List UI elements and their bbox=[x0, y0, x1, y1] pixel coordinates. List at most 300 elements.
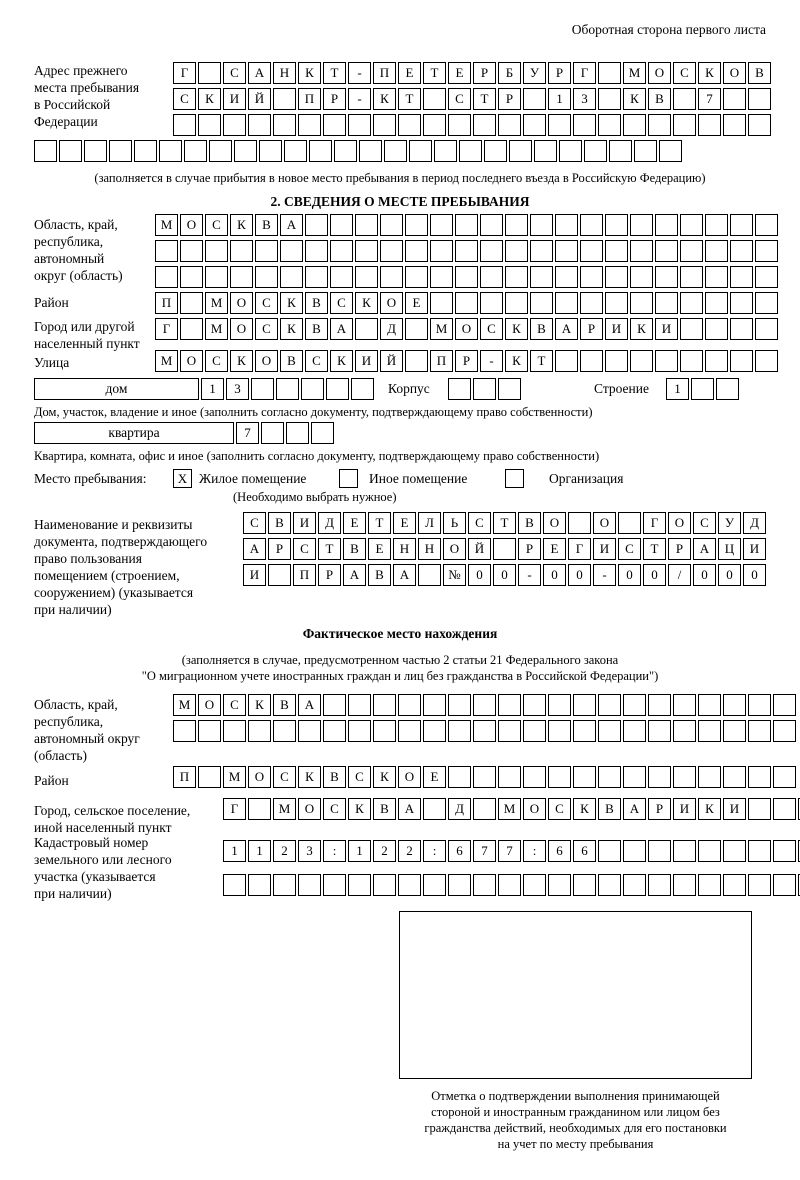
form-cell[interactable] bbox=[623, 766, 646, 788]
form-cell[interactable]: А bbox=[343, 564, 366, 586]
form-cell[interactable]: 0 bbox=[718, 564, 741, 586]
form-cell[interactable] bbox=[730, 240, 753, 262]
form-cell[interactable] bbox=[530, 292, 553, 314]
form-cell[interactable] bbox=[455, 240, 478, 262]
form-cell[interactable]: 2 bbox=[398, 840, 421, 862]
form-cell[interactable] bbox=[555, 240, 578, 262]
form-cell[interactable] bbox=[34, 140, 57, 162]
form-cell[interactable] bbox=[673, 720, 696, 742]
form-cell[interactable] bbox=[323, 694, 346, 716]
form-cell[interactable] bbox=[773, 766, 796, 788]
district-row[interactable] bbox=[155, 292, 780, 314]
actual-city-row[interactable] bbox=[223, 798, 800, 820]
form-cell[interactable] bbox=[705, 266, 728, 288]
form-cell[interactable]: К bbox=[373, 766, 396, 788]
form-cell[interactable]: Т bbox=[530, 350, 553, 372]
form-cell[interactable] bbox=[473, 114, 496, 136]
form-cell[interactable] bbox=[723, 694, 746, 716]
form-cell[interactable]: Т bbox=[398, 88, 421, 110]
form-cell[interactable] bbox=[598, 874, 621, 896]
form-cell[interactable] bbox=[255, 240, 278, 262]
form-cell[interactable] bbox=[730, 318, 753, 340]
form-cell[interactable] bbox=[673, 840, 696, 862]
form-cell[interactable] bbox=[405, 214, 428, 236]
form-cell[interactable] bbox=[773, 720, 796, 742]
form-cell[interactable] bbox=[598, 114, 621, 136]
form-cell[interactable] bbox=[473, 720, 496, 742]
form-cell[interactable]: С bbox=[255, 318, 278, 340]
form-cell[interactable]: Т bbox=[473, 88, 496, 110]
form-cell[interactable]: О bbox=[255, 350, 278, 372]
form-cell[interactable] bbox=[398, 114, 421, 136]
form-cell[interactable] bbox=[630, 240, 653, 262]
form-cell[interactable]: С bbox=[348, 766, 371, 788]
form-cell[interactable] bbox=[280, 266, 303, 288]
form-cell[interactable] bbox=[748, 798, 771, 820]
form-cell[interactable] bbox=[198, 114, 221, 136]
form-cell[interactable] bbox=[248, 798, 271, 820]
form-cell[interactable]: О bbox=[543, 512, 566, 534]
form-cell[interactable]: С bbox=[255, 292, 278, 314]
form-cell[interactable] bbox=[359, 140, 382, 162]
form-cell[interactable] bbox=[398, 874, 421, 896]
form-cell[interactable] bbox=[198, 62, 221, 84]
form-cell[interactable] bbox=[373, 720, 396, 742]
form-cell[interactable] bbox=[298, 874, 321, 896]
form-cell[interactable]: У bbox=[523, 62, 546, 84]
form-cell[interactable] bbox=[523, 114, 546, 136]
form-cell[interactable] bbox=[623, 114, 646, 136]
form-cell[interactable] bbox=[573, 694, 596, 716]
form-cell[interactable]: 1 bbox=[348, 840, 371, 862]
form-cell[interactable] bbox=[448, 114, 471, 136]
form-cell[interactable]: 6 bbox=[448, 840, 471, 862]
form-cell[interactable] bbox=[705, 292, 728, 314]
form-cell[interactable]: Р bbox=[498, 88, 521, 110]
form-cell[interactable]: 6 bbox=[548, 840, 571, 862]
form-cell[interactable] bbox=[505, 266, 528, 288]
form-cell[interactable] bbox=[698, 720, 721, 742]
form-cell[interactable]: М bbox=[430, 318, 453, 340]
form-cell[interactable]: П bbox=[173, 766, 196, 788]
form-cell[interactable] bbox=[380, 214, 403, 236]
form-cell[interactable]: М bbox=[155, 350, 178, 372]
form-cell[interactable] bbox=[305, 214, 328, 236]
checkbox-other-premises[interactable] bbox=[339, 469, 358, 488]
form-cell[interactable] bbox=[301, 378, 324, 400]
form-cell[interactable]: В bbox=[343, 538, 366, 560]
form-cell[interactable]: А bbox=[330, 318, 353, 340]
form-cell[interactable]: К bbox=[348, 798, 371, 820]
form-cell[interactable]: О bbox=[723, 62, 746, 84]
form-cell[interactable] bbox=[373, 694, 396, 716]
form-cell[interactable]: Е bbox=[398, 62, 421, 84]
form-cell[interactable] bbox=[273, 88, 296, 110]
form-cell[interactable]: : bbox=[523, 840, 546, 862]
form-cell[interactable]: 3 bbox=[298, 840, 321, 862]
form-cell[interactable]: О bbox=[198, 694, 221, 716]
form-cell[interactable] bbox=[773, 798, 796, 820]
form-cell[interactable] bbox=[648, 694, 671, 716]
form-cell[interactable]: Ь bbox=[443, 512, 466, 534]
form-cell[interactable] bbox=[493, 538, 516, 560]
form-cell[interactable]: 1 bbox=[201, 378, 224, 400]
form-cell[interactable]: П bbox=[155, 292, 178, 314]
form-cell[interactable]: С bbox=[243, 512, 266, 534]
form-cell[interactable] bbox=[630, 214, 653, 236]
region-row-3[interactable] bbox=[155, 266, 780, 288]
form-cell[interactable] bbox=[748, 694, 771, 716]
form-cell[interactable] bbox=[755, 292, 778, 314]
form-cell[interactable] bbox=[580, 214, 603, 236]
form-cell[interactable]: 0 bbox=[568, 564, 591, 586]
form-cell[interactable] bbox=[755, 350, 778, 372]
form-cell[interactable] bbox=[405, 266, 428, 288]
form-cell[interactable] bbox=[605, 292, 628, 314]
form-cell[interactable] bbox=[273, 114, 296, 136]
form-cell[interactable] bbox=[568, 512, 591, 534]
form-cell[interactable]: - bbox=[480, 350, 503, 372]
form-cell[interactable] bbox=[605, 266, 628, 288]
form-cell[interactable]: С bbox=[273, 766, 296, 788]
form-cell[interactable]: 2 bbox=[273, 840, 296, 862]
form-cell[interactable]: 0 bbox=[693, 564, 716, 586]
form-cell[interactable]: Р bbox=[580, 318, 603, 340]
form-cell[interactable] bbox=[630, 292, 653, 314]
form-cell[interactable]: - bbox=[518, 564, 541, 586]
form-cell[interactable] bbox=[648, 874, 671, 896]
form-cell[interactable]: Е bbox=[393, 512, 416, 534]
form-cell[interactable] bbox=[280, 240, 303, 262]
form-cell[interactable]: 3 bbox=[226, 378, 249, 400]
form-cell[interactable]: С bbox=[480, 318, 503, 340]
form-cell[interactable] bbox=[248, 114, 271, 136]
form-cell[interactable]: Е bbox=[368, 538, 391, 560]
form-cell[interactable] bbox=[580, 292, 603, 314]
form-cell[interactable] bbox=[698, 694, 721, 716]
form-cell[interactable]: С bbox=[205, 214, 228, 236]
form-cell[interactable]: - bbox=[593, 564, 616, 586]
form-cell[interactable]: И bbox=[655, 318, 678, 340]
form-cell[interactable]: С bbox=[293, 538, 316, 560]
form-cell[interactable] bbox=[573, 874, 596, 896]
korpus-value[interactable] bbox=[448, 378, 523, 400]
form-cell[interactable]: К bbox=[280, 318, 303, 340]
form-cell[interactable] bbox=[655, 350, 678, 372]
form-cell[interactable] bbox=[680, 318, 703, 340]
form-cell[interactable] bbox=[580, 266, 603, 288]
form-cell[interactable] bbox=[691, 378, 714, 400]
form-cell[interactable] bbox=[730, 292, 753, 314]
form-cell[interactable] bbox=[605, 350, 628, 372]
form-cell[interactable]: И bbox=[593, 538, 616, 560]
form-cell[interactable] bbox=[698, 766, 721, 788]
form-cell[interactable] bbox=[573, 720, 596, 742]
form-cell[interactable] bbox=[548, 720, 571, 742]
form-cell[interactable]: Б bbox=[498, 62, 521, 84]
form-cell[interactable] bbox=[155, 266, 178, 288]
form-cell[interactable] bbox=[498, 694, 521, 716]
form-cell[interactable]: К bbox=[230, 350, 253, 372]
form-cell[interactable]: К bbox=[505, 318, 528, 340]
form-cell[interactable]: К bbox=[230, 214, 253, 236]
form-cell[interactable] bbox=[680, 266, 703, 288]
form-cell[interactable] bbox=[598, 840, 621, 862]
form-cell[interactable] bbox=[748, 766, 771, 788]
form-cell[interactable] bbox=[730, 350, 753, 372]
form-cell[interactable] bbox=[330, 214, 353, 236]
form-cell[interactable]: № bbox=[443, 564, 466, 586]
form-cell[interactable] bbox=[473, 766, 496, 788]
form-cell[interactable] bbox=[648, 720, 671, 742]
form-cell[interactable]: Т bbox=[323, 62, 346, 84]
form-cell[interactable] bbox=[723, 766, 746, 788]
form-cell[interactable] bbox=[248, 720, 271, 742]
form-cell[interactable]: Г bbox=[173, 62, 196, 84]
form-cell[interactable] bbox=[223, 114, 246, 136]
form-cell[interactable] bbox=[623, 694, 646, 716]
form-cell[interactable]: А bbox=[693, 538, 716, 560]
form-cell[interactable]: Е bbox=[448, 62, 471, 84]
form-cell[interactable]: М bbox=[155, 214, 178, 236]
form-cell[interactable] bbox=[498, 114, 521, 136]
cadastral-row-2[interactable] bbox=[223, 874, 800, 896]
form-cell[interactable] bbox=[748, 114, 771, 136]
cadastral-row-1[interactable] bbox=[223, 840, 800, 862]
form-cell[interactable] bbox=[323, 874, 346, 896]
form-cell[interactable]: С bbox=[618, 538, 641, 560]
form-cell[interactable]: А bbox=[248, 62, 271, 84]
form-cell[interactable]: Е bbox=[423, 766, 446, 788]
form-cell[interactable] bbox=[330, 266, 353, 288]
form-cell[interactable] bbox=[705, 350, 728, 372]
form-cell[interactable]: Т bbox=[423, 62, 446, 84]
form-cell[interactable] bbox=[723, 874, 746, 896]
form-cell[interactable] bbox=[580, 240, 603, 262]
form-cell[interactable] bbox=[434, 140, 457, 162]
form-cell[interactable]: Т bbox=[368, 512, 391, 534]
form-cell[interactable] bbox=[430, 266, 453, 288]
form-cell[interactable] bbox=[680, 350, 703, 372]
form-cell[interactable]: В bbox=[368, 564, 391, 586]
form-cell[interactable]: С bbox=[448, 88, 471, 110]
form-cell[interactable]: Р bbox=[323, 88, 346, 110]
form-cell[interactable] bbox=[405, 240, 428, 262]
street-row[interactable] bbox=[155, 350, 780, 372]
form-cell[interactable] bbox=[251, 378, 274, 400]
form-cell[interactable]: О bbox=[298, 798, 321, 820]
form-cell[interactable] bbox=[555, 292, 578, 314]
form-cell[interactable] bbox=[409, 140, 432, 162]
form-cell[interactable]: С bbox=[693, 512, 716, 534]
form-cell[interactable] bbox=[584, 140, 607, 162]
form-cell[interactable] bbox=[261, 422, 284, 444]
form-cell[interactable] bbox=[473, 874, 496, 896]
form-cell[interactable] bbox=[198, 720, 221, 742]
form-cell[interactable]: К bbox=[630, 318, 653, 340]
form-cell[interactable]: 0 bbox=[493, 564, 516, 586]
form-cell[interactable] bbox=[448, 694, 471, 716]
form-cell[interactable] bbox=[505, 292, 528, 314]
form-cell[interactable]: В bbox=[648, 88, 671, 110]
form-cell[interactable] bbox=[598, 62, 621, 84]
form-cell[interactable] bbox=[755, 318, 778, 340]
form-cell[interactable] bbox=[730, 214, 753, 236]
form-cell[interactable]: Н bbox=[273, 62, 296, 84]
form-cell[interactable] bbox=[455, 292, 478, 314]
form-cell[interactable]: С bbox=[468, 512, 491, 534]
form-cell[interactable] bbox=[598, 766, 621, 788]
form-cell[interactable] bbox=[555, 266, 578, 288]
form-cell[interactable] bbox=[84, 140, 107, 162]
form-cell[interactable] bbox=[448, 720, 471, 742]
form-cell[interactable]: 6 bbox=[573, 840, 596, 862]
form-cell[interactable]: 7 bbox=[236, 422, 259, 444]
form-cell[interactable]: М bbox=[623, 62, 646, 84]
document-row-1[interactable] bbox=[243, 512, 768, 534]
form-cell[interactable]: М bbox=[273, 798, 296, 820]
form-cell[interactable]: К bbox=[698, 798, 721, 820]
form-cell[interactable]: В bbox=[530, 318, 553, 340]
form-cell[interactable]: Й bbox=[248, 88, 271, 110]
form-cell[interactable] bbox=[630, 266, 653, 288]
form-cell[interactable]: О bbox=[180, 214, 203, 236]
form-cell[interactable] bbox=[380, 266, 403, 288]
house-value[interactable] bbox=[201, 378, 376, 400]
form-cell[interactable]: О bbox=[648, 62, 671, 84]
form-cell[interactable] bbox=[430, 292, 453, 314]
form-cell[interactable] bbox=[134, 140, 157, 162]
form-cell[interactable] bbox=[423, 720, 446, 742]
form-cell[interactable] bbox=[523, 694, 546, 716]
form-cell[interactable] bbox=[473, 798, 496, 820]
form-cell[interactable] bbox=[223, 720, 246, 742]
form-cell[interactable] bbox=[655, 240, 678, 262]
prev-address-row-2[interactable] bbox=[173, 88, 773, 110]
form-cell[interactable] bbox=[180, 318, 203, 340]
form-cell[interactable] bbox=[605, 214, 628, 236]
form-cell[interactable] bbox=[505, 240, 528, 262]
form-cell[interactable] bbox=[705, 214, 728, 236]
form-cell[interactable] bbox=[723, 720, 746, 742]
form-cell[interactable]: Ц bbox=[718, 538, 741, 560]
form-cell[interactable]: А bbox=[555, 318, 578, 340]
form-cell[interactable] bbox=[348, 874, 371, 896]
form-cell[interactable]: К bbox=[198, 88, 221, 110]
form-cell[interactable]: В bbox=[323, 766, 346, 788]
form-cell[interactable]: 1 bbox=[548, 88, 571, 110]
form-cell[interactable] bbox=[398, 694, 421, 716]
form-cell[interactable]: О bbox=[523, 798, 546, 820]
form-cell[interactable]: М bbox=[498, 798, 521, 820]
form-cell[interactable] bbox=[748, 720, 771, 742]
form-cell[interactable]: О bbox=[380, 292, 403, 314]
form-cell[interactable]: С bbox=[323, 798, 346, 820]
form-cell[interactable] bbox=[180, 240, 203, 262]
form-cell[interactable] bbox=[373, 874, 396, 896]
form-cell[interactable]: Т bbox=[643, 538, 666, 560]
form-cell[interactable] bbox=[680, 240, 703, 262]
form-cell[interactable]: П bbox=[430, 350, 453, 372]
form-cell[interactable] bbox=[298, 720, 321, 742]
form-cell[interactable] bbox=[230, 240, 253, 262]
form-cell[interactable] bbox=[773, 694, 796, 716]
form-cell[interactable]: 1 bbox=[248, 840, 271, 862]
form-cell[interactable] bbox=[698, 114, 721, 136]
form-cell[interactable] bbox=[309, 140, 332, 162]
checkbox-organization[interactable] bbox=[505, 469, 524, 488]
form-cell[interactable] bbox=[723, 114, 746, 136]
form-cell[interactable]: Е bbox=[405, 292, 428, 314]
form-cell[interactable] bbox=[255, 266, 278, 288]
form-cell[interactable]: В bbox=[273, 694, 296, 716]
form-cell[interactable] bbox=[248, 874, 271, 896]
prev-address-row-1[interactable] bbox=[173, 62, 773, 84]
form-cell[interactable] bbox=[680, 214, 703, 236]
form-cell[interactable] bbox=[634, 140, 657, 162]
form-cell[interactable] bbox=[448, 378, 471, 400]
form-cell[interactable] bbox=[498, 874, 521, 896]
form-cell[interactable] bbox=[423, 874, 446, 896]
form-cell[interactable]: 0 bbox=[468, 564, 491, 586]
form-cell[interactable] bbox=[205, 240, 228, 262]
form-cell[interactable]: В bbox=[373, 798, 396, 820]
form-cell[interactable]: К bbox=[355, 292, 378, 314]
form-cell[interactable] bbox=[384, 140, 407, 162]
form-cell[interactable] bbox=[698, 874, 721, 896]
region-row-2[interactable] bbox=[155, 240, 780, 262]
form-cell[interactable] bbox=[555, 214, 578, 236]
prev-address-row-3[interactable] bbox=[173, 114, 773, 136]
form-cell[interactable]: Н bbox=[393, 538, 416, 560]
form-cell[interactable] bbox=[355, 318, 378, 340]
form-cell[interactable] bbox=[623, 874, 646, 896]
form-cell[interactable] bbox=[430, 240, 453, 262]
form-cell[interactable] bbox=[398, 720, 421, 742]
form-cell[interactable] bbox=[755, 266, 778, 288]
form-cell[interactable]: К bbox=[298, 62, 321, 84]
form-cell[interactable]: А bbox=[243, 538, 266, 560]
form-cell[interactable] bbox=[323, 114, 346, 136]
form-cell[interactable] bbox=[548, 874, 571, 896]
form-cell[interactable] bbox=[530, 214, 553, 236]
form-cell[interactable]: Р bbox=[548, 62, 571, 84]
form-cell[interactable] bbox=[355, 214, 378, 236]
form-cell[interactable]: В bbox=[305, 292, 328, 314]
form-cell[interactable] bbox=[609, 140, 632, 162]
form-cell[interactable] bbox=[523, 720, 546, 742]
form-cell[interactable]: А bbox=[280, 214, 303, 236]
form-cell[interactable] bbox=[723, 840, 746, 862]
form-cell[interactable]: К bbox=[698, 62, 721, 84]
form-cell[interactable]: О bbox=[398, 766, 421, 788]
form-cell[interactable] bbox=[209, 140, 232, 162]
form-cell[interactable] bbox=[273, 874, 296, 896]
form-cell[interactable] bbox=[348, 720, 371, 742]
form-cell[interactable]: Р bbox=[648, 798, 671, 820]
form-cell[interactable] bbox=[548, 766, 571, 788]
form-cell[interactable]: И bbox=[355, 350, 378, 372]
form-cell[interactable] bbox=[680, 292, 703, 314]
form-cell[interactable]: В bbox=[518, 512, 541, 534]
form-cell[interactable] bbox=[648, 114, 671, 136]
form-cell[interactable] bbox=[484, 140, 507, 162]
form-cell[interactable] bbox=[498, 378, 521, 400]
form-cell[interactable] bbox=[305, 240, 328, 262]
form-cell[interactable]: М bbox=[205, 318, 228, 340]
form-cell[interactable]: У bbox=[718, 512, 741, 534]
form-cell[interactable]: 0 bbox=[618, 564, 641, 586]
